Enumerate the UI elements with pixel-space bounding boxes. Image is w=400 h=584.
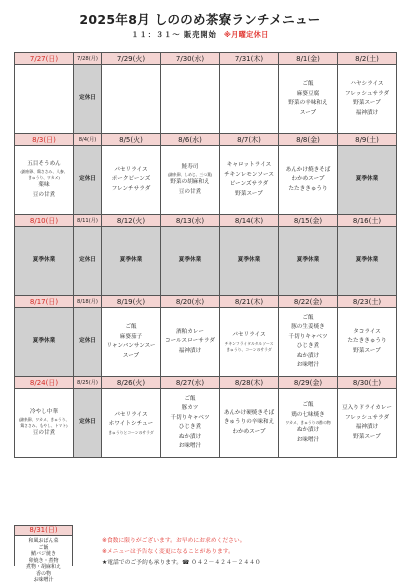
date-header: 8/17(日): [15, 296, 74, 308]
date-header: 8/18(月): [74, 296, 102, 308]
menu-item: コールスローサラダ: [164, 338, 215, 345]
menu-item: 豆の甘煮: [178, 188, 202, 195]
menu-cell: [161, 146, 220, 215]
sales-start-time: １１：３１～ 販売開始: [131, 30, 217, 39]
menu-item: お味噌汁: [296, 436, 320, 443]
menu-item: ひじき煮: [296, 343, 320, 349]
menu-item: ぬか漬け: [296, 427, 320, 433]
menu-item: 麻婆茄子: [119, 333, 143, 340]
menu-item: お味噌汁: [178, 443, 202, 449]
note-line: ★電話でのご予約も承ります。☎ ０４２－４２４－２４４０: [102, 560, 261, 566]
cell-label: 夏季休業: [32, 257, 56, 264]
menu-item: ご飯: [184, 395, 196, 402]
date-header: 8/15(金): [279, 215, 338, 227]
menu-item: 千切りキャベツ: [288, 333, 328, 340]
menu-cell: [338, 65, 397, 134]
date-header: 8/19(火): [102, 296, 161, 308]
summer-holiday-cell: [338, 227, 397, 296]
menu-item: フレッシュサラダ: [344, 90, 390, 97]
date-header: 8/23(土): [338, 296, 397, 308]
closed-day-cell: [74, 389, 102, 458]
date-header: 8/28(木): [220, 377, 279, 389]
menu-item: ぬか漬け: [296, 352, 320, 359]
menu-cell-last-day: [14, 535, 73, 583]
menu-item: スープ: [299, 109, 317, 116]
closed-day-cell: [74, 146, 102, 215]
menu-cell: [279, 308, 338, 377]
menu-item: ご飯: [38, 544, 49, 551]
menu-item: 鯖バジ焼き: [30, 551, 56, 557]
menu-item: 和風おばん菜: [28, 538, 59, 544]
menu-cell: [279, 65, 338, 134]
date-header: 8/25(月): [74, 377, 102, 389]
menu-cell: [102, 146, 161, 215]
date-header: 8/13(水): [161, 215, 220, 227]
menu-item: (錦糸卵、ワカメ、きゅうり、: [18, 417, 70, 422]
closed-day-note: ※月曜定休日: [223, 30, 269, 39]
date-header: 8/27(水): [161, 377, 220, 389]
cell-label: 定休日: [79, 338, 96, 345]
menu-item: 豆の甘煮: [32, 191, 56, 198]
date-header: 8/9(土): [338, 134, 397, 146]
date-header: 8/21(木): [220, 296, 279, 308]
page-title: 2025年8月 しののめ茶寮ランチメニュー: [79, 12, 321, 27]
menu-item: ワカメ、きゅうりの酢の物: [285, 420, 331, 425]
cell-label: 定休日: [79, 95, 96, 102]
menu-item: わかめスープ: [291, 176, 325, 183]
menu-cell: [338, 308, 397, 377]
menu-item: パセリライス: [114, 166, 148, 173]
menu-item: 千切りキャベツ: [170, 414, 210, 421]
date-header: 8/7(木): [220, 134, 279, 146]
menu-item: フレッシュサラダ: [344, 414, 390, 421]
menu-item: 豚カツ: [181, 405, 199, 411]
menu-item: ホワイトシチュー: [108, 421, 154, 427]
menu-item: (錦糸卵、しめじ、三つ葉): [167, 172, 213, 178]
menu-item: 野菜スープ: [235, 190, 263, 197]
date-header: 8/6(水): [161, 134, 220, 146]
menu-item: 鶏ささみ、もやし、トマト): [20, 423, 68, 428]
menu-item: ご飯: [302, 314, 314, 321]
menu-item: ご飯: [302, 81, 314, 87]
menu-calendar: [14, 52, 397, 458]
menu-item: 野菜スープ: [353, 100, 381, 106]
menu-item: きゅうりとコーンのサラダ: [108, 429, 154, 435]
date-header: 8/10(日): [15, 215, 74, 227]
date-header: 7/28(月): [74, 53, 102, 65]
cell-label: 夏季休業: [355, 176, 379, 183]
empty-cell: [220, 65, 279, 134]
empty-cell: [102, 65, 161, 134]
menu-item: フレンチサラダ: [111, 185, 151, 192]
cell-label: 夏季休業: [296, 257, 320, 264]
menu-item: ビーンズサラダ: [229, 181, 269, 187]
summer-holiday-cell: [102, 227, 161, 296]
menu-item: キャロットライス: [226, 162, 272, 168]
menu-item: きゅうりの辛味和え: [223, 419, 275, 426]
summer-holiday-cell: [338, 146, 397, 215]
menu-item: 卯焼き・煮物: [28, 557, 59, 564]
date-header: 8/2(土): [338, 53, 397, 65]
menu-item: 鮭寿司: [181, 163, 199, 170]
cell-label: 定休日: [79, 176, 96, 183]
menu-item: 鶏の七味焼き: [291, 411, 325, 418]
date-header: 8/8(金): [279, 134, 338, 146]
menu-item: わかめスープ: [232, 428, 266, 435]
date-header-last-day: 8/31(日): [14, 525, 73, 536]
cell-label: 夏季休業: [355, 257, 379, 264]
summer-holiday-cell: [161, 227, 220, 296]
menu-cell: [161, 308, 220, 377]
menu-cell: [279, 389, 338, 458]
menu-item: ポークビーンズ: [111, 176, 151, 183]
page-subtitle: [0, 30, 400, 40]
menu-item: お味噌汁: [296, 362, 320, 368]
menu-item: きゅうり、ワカメ): [28, 175, 60, 181]
menu-item: あんかけ硬焼きそば: [223, 409, 275, 416]
menu-cell: [161, 389, 220, 458]
date-header: 8/5(火): [102, 134, 161, 146]
menu-item: 麻婆豆腐: [296, 90, 320, 97]
cell-label: 定休日: [79, 257, 96, 264]
menu-item: 豆の甘煮: [32, 430, 56, 436]
menu-item: ハヤシライス: [350, 81, 384, 87]
menu-item: 豚の生姜焼き: [291, 324, 325, 330]
menu-item: ご飯: [125, 324, 137, 330]
menu-item: 冷やし中華: [30, 408, 58, 415]
date-header: 7/31(木): [220, 53, 279, 65]
menu-cell: [220, 308, 279, 377]
empty-cell: [15, 65, 74, 134]
menu-item: きゅうり、コーンのサラダ: [226, 346, 272, 352]
menu-item: たたききゅうり: [347, 338, 387, 345]
summer-holiday-cell: [15, 227, 74, 296]
menu-item: ひじき煮: [178, 424, 202, 430]
menu-item: パセリライス: [114, 411, 148, 418]
cell-label: 定休日: [79, 419, 96, 426]
cell-label: 夏季休業: [237, 257, 261, 264]
cell-label: 夏季休業: [178, 257, 202, 264]
date-header: 7/27(日): [15, 53, 74, 65]
closed-day-cell: [74, 227, 102, 296]
summer-holiday-cell: [15, 308, 74, 377]
note-line: ※メニューは予告なく変更になることがあります。: [102, 549, 234, 555]
menu-item: (錦糸卵、鶏ささみ、人参、: [20, 169, 68, 175]
date-header: 8/1(金): [279, 53, 338, 65]
date-header: 8/3(日): [15, 134, 74, 146]
date-header: 8/4(月): [74, 134, 102, 146]
menu-item: 薬味: [38, 182, 50, 189]
menu-item: 酒粕カレー: [176, 328, 204, 335]
date-header: 7/29(火): [102, 53, 161, 65]
menu-item: 野菜スープ: [353, 433, 381, 440]
summer-holiday-cell: [220, 227, 279, 296]
menu-item: タコライス: [353, 328, 381, 335]
summer-holiday-cell: [279, 227, 338, 296]
cell-label: 夏季休業: [119, 257, 143, 264]
notes: [102, 536, 261, 569]
menu-item: 香の物: [35, 570, 51, 577]
menu-item: 福神漬け: [178, 347, 202, 354]
menu-item: ぬか漬け: [178, 433, 202, 440]
menu-cell: [220, 146, 279, 215]
note-line: ※食数に限りがございます。お早めにお求めください。: [102, 538, 246, 544]
date-header: 7/30(水): [161, 53, 220, 65]
empty-cell: [161, 65, 220, 134]
date-header: 8/30(土): [338, 377, 397, 389]
menu-cell: [15, 389, 74, 458]
menu-item: 野菜スープ: [353, 347, 381, 354]
menu-cell: [15, 146, 74, 215]
menu-item: リャンバンサンスー: [106, 343, 156, 349]
date-header: 8/16(土): [338, 215, 397, 227]
closed-day-cell: [74, 308, 102, 377]
date-header: 8/20(水): [161, 296, 220, 308]
menu-item: チキンレモンソース: [224, 171, 274, 178]
menu-item: 福神漬け: [355, 424, 379, 430]
menu-item: 煮物・胡麻和え: [25, 564, 61, 570]
menu-cell: [102, 389, 161, 458]
menu-item: 五目そうめん: [27, 160, 61, 167]
menu-item: たたききゅうり: [288, 185, 328, 192]
menu-item: 豆入りドライカレー: [341, 405, 392, 411]
menu-item: ご飯: [302, 402, 314, 408]
cell-label: 夏季休業: [32, 338, 56, 345]
menu-cell: [279, 146, 338, 215]
date-header: 8/14(木): [220, 215, 279, 227]
menu-item: あんかけ焼きそば: [285, 166, 331, 173]
menu-cell: [102, 308, 161, 377]
menu-cell: [338, 389, 397, 458]
date-header: 8/29(金): [279, 377, 338, 389]
date-header: 8/12(火): [102, 215, 161, 227]
menu-cell: [220, 389, 279, 458]
menu-item: 福神漬け: [355, 109, 379, 116]
date-header: 8/22(金): [279, 296, 338, 308]
menu-item: 野菜の胡麻和え: [170, 179, 210, 186]
menu-item: 野菜の辛味和え: [288, 100, 328, 106]
menu-item: パセリライス: [232, 332, 266, 339]
menu-item: スープ: [122, 352, 140, 359]
menu-item: チキンフライタルタルソース: [224, 340, 274, 346]
date-header: 8/24(日): [15, 377, 74, 389]
date-header: 8/11(月): [74, 215, 102, 227]
date-header: 8/26(火): [102, 377, 161, 389]
closed-day-cell: [74, 65, 102, 134]
menu-item: お味噌汁: [33, 577, 54, 583]
